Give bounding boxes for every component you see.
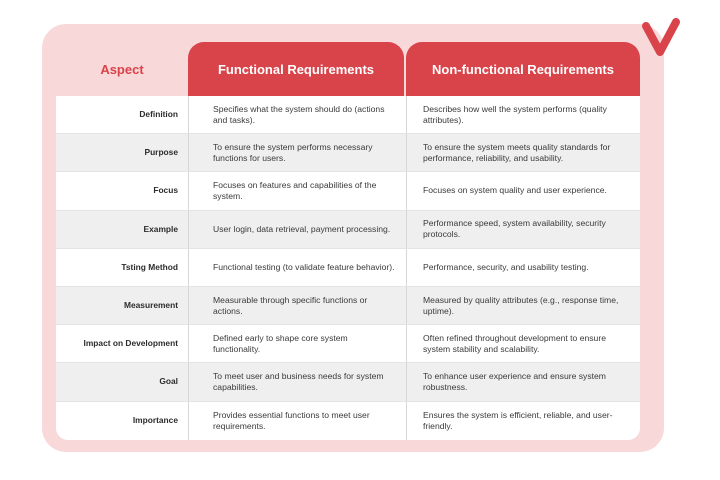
table-row: [56, 325, 640, 363]
non-functional-cell: Focuses on system quality and user experience.: [406, 172, 640, 209]
functional-cell: Specifies what the system should do (actions and tasks).: [188, 96, 406, 133]
functional-cell: To meet user and business needs for system capabilities.: [188, 363, 406, 400]
non-functional-cell: To enhance user experience and ensure system robustness.: [406, 363, 640, 400]
non-functional-cell: Describes how well the system performs (quality attributes).: [406, 96, 640, 133]
table-row: [56, 287, 640, 325]
table-row: [56, 211, 640, 249]
functional-cell: Functional testing (to validate feature behavior).: [188, 249, 406, 286]
table-row: [56, 134, 640, 172]
aspect-cell: Impact on Development: [83, 338, 178, 349]
aspect-column-header: Aspect: [100, 61, 144, 77]
non-functional-cell: Ensures the system is efficient, reliable, and user-friendly.: [406, 402, 640, 440]
functional-cell: Focuses on features and capabilities of the system.: [188, 172, 406, 209]
functional-cell: Measurable through specific functions or actions.: [188, 287, 406, 324]
aspect-cell: Example: [143, 223, 178, 234]
table-row: [56, 402, 640, 440]
aspect-cell: Definition: [139, 109, 178, 120]
functional-cell: Provides essential functions to meet user requirements.: [188, 402, 406, 440]
functional-column-header: Functional Requirements: [188, 42, 404, 96]
non-functional-cell: Often refined throughout development to ensure system stability and scalability.: [406, 325, 640, 362]
comparison-table: [56, 96, 640, 440]
non-functional-cell: Performance speed, system availability, security protocols.: [406, 211, 640, 248]
functional-cell: To ensure the system performs necessary functions for users.: [188, 134, 406, 171]
table-row: [56, 96, 640, 134]
aspect-cell: Focus: [153, 185, 178, 196]
non-functional-cell: To ensure the system meets quality standards for performance, reliability, and usability.: [406, 134, 640, 171]
non-functional-cell: Measured by quality attributes (e.g., response time, uptime).: [406, 287, 640, 324]
functional-cell: User login, data retrieval, payment processing.: [188, 211, 406, 248]
functional-cell: Defined early to shape core system functionality.: [188, 325, 406, 362]
table-header: [56, 42, 640, 96]
non-functional-column-header: Non-functional Requirements: [406, 42, 640, 96]
table-row: [56, 249, 640, 287]
brand-logo-icon: [642, 18, 682, 62]
aspect-cell: Purpose: [144, 147, 178, 158]
aspect-cell: Importance: [132, 415, 178, 426]
non-functional-cell: Performance, security, and usability testing.: [406, 249, 640, 286]
aspect-cell: Goal: [159, 376, 178, 387]
aspect-cell: Tsting Method: [121, 261, 178, 272]
table-row: [56, 363, 640, 401]
aspect-cell: Measurement: [124, 300, 178, 311]
table-row: [56, 172, 640, 210]
